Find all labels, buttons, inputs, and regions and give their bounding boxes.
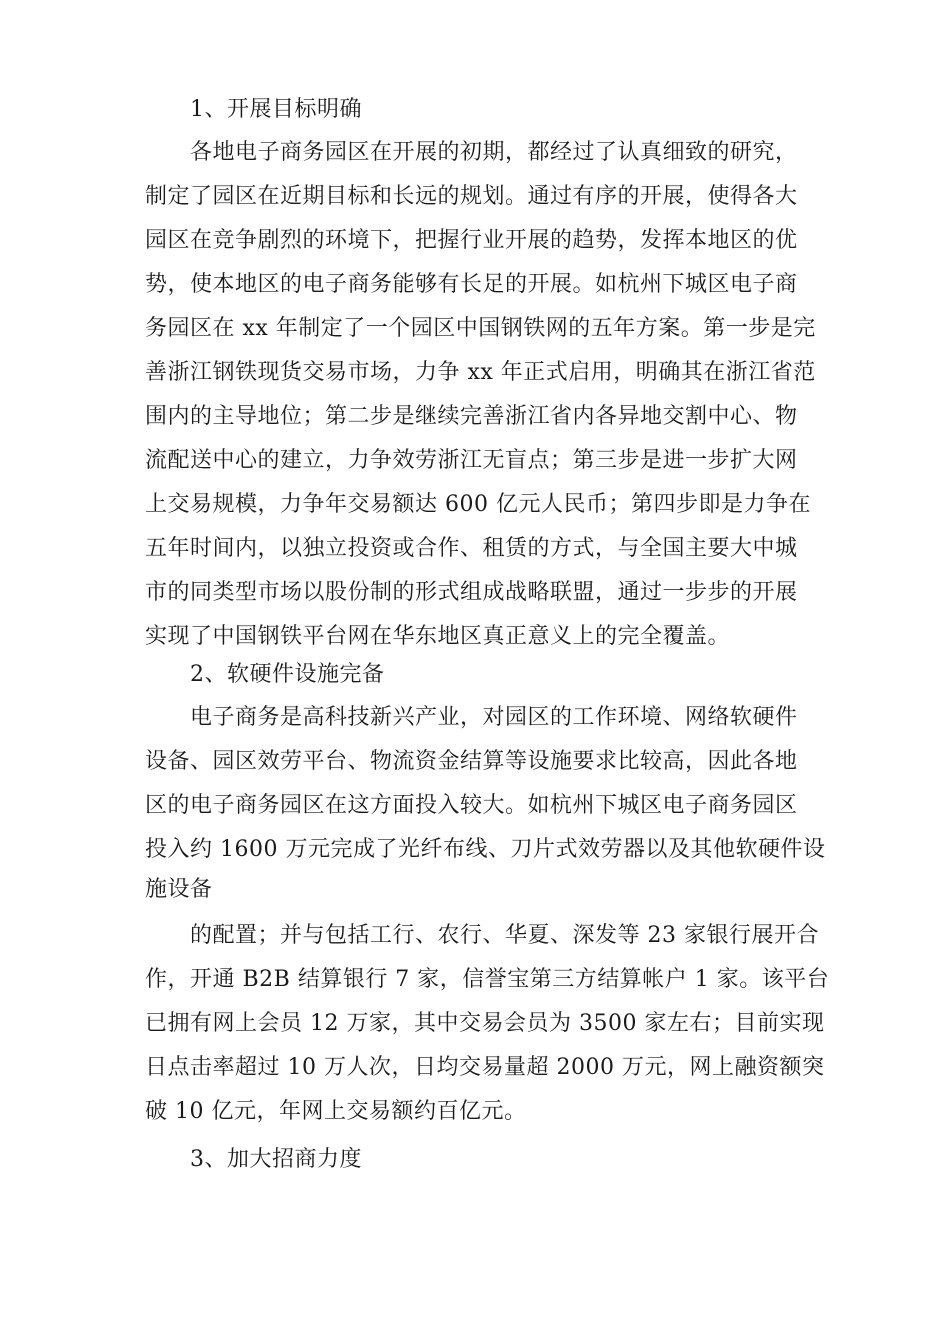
paragraph-line: 园区在竞争剧烈的环境下，把握行业开展的趋势，发挥本地区的优 xyxy=(145,228,798,253)
paragraph-line: 流配送中心的建立，力争效劳浙江无盲点；第三步是进一步扩大网 xyxy=(145,448,798,473)
paragraph-line: 务园区在 xx 年制定了一个园区中国钢铁网的五年方案。第一步是完 xyxy=(145,316,816,341)
section-heading-2: 2、软硬件设施完备 xyxy=(190,662,385,687)
paragraph-line: 日点击率超过 10 万人次，日均交易量超 2000 万元，网上融资额突 xyxy=(145,1055,825,1080)
paragraph-line: 区的电子商务园区在这方面投入较大。如杭州下城区电子商务园区 xyxy=(145,793,798,818)
paragraph-line: 围内的主导地位；第二步是继续完善浙江省内各异地交割中心、物 xyxy=(145,404,798,429)
paragraph-line: 设备、园区效劳平台、物流资金结算等设施要求比较高，因此各地 xyxy=(145,749,798,774)
paragraph-line: 五年时间内，以独立投资或合作、租赁的方式，与全国主要大中城 xyxy=(145,536,798,561)
paragraph-line: 的配置；并与包括工行、农行、华夏、深发等 23 家银行展开合 xyxy=(190,923,819,948)
paragraph-line: 作，开通 B2B 结算银行 7 家，信誉宝第三方结算帐户 1 家。该平台 xyxy=(145,967,830,992)
paragraph-line: 各地电子商务园区在开展的初期，都经过了认真细致的研究， xyxy=(190,140,798,165)
section-heading-3: 3、加大招商力度 xyxy=(190,1147,362,1172)
paragraph-line: 上交易规模，力争年交易额达 600 亿元人民币；第四步即是力争在 xyxy=(145,492,811,517)
paragraph-line: 市的同类型市场以股份制的形式组成战略联盟，通过一步步的开展 xyxy=(145,580,798,605)
paragraph-line: 破 10 亿元，年网上交易额约百亿元。 xyxy=(145,1099,527,1124)
paragraph-line: 电子商务是高科技新兴产业，对园区的工作环境、网络软硬件 xyxy=(190,705,798,730)
paragraph-line: 制定了园区在近期目标和长远的规划。通过有序的开展，使得各大 xyxy=(145,184,798,209)
paragraph-line: 施设备 xyxy=(145,877,213,902)
paragraph-line: 实现了中国钢铁平台网在华东地区真正意义上的完全覆盖。 xyxy=(145,624,731,649)
paragraph-line: 势，使本地区的电子商务能够有长足的开展。如杭州下城区电子商 xyxy=(145,272,798,297)
paragraph-line: 已拥有网上会员 12 万家，其中交易会员为 3500 家左右；目前实现 xyxy=(145,1011,825,1036)
section-heading-1: 1、开展目标明确 xyxy=(190,97,362,122)
paragraph-line: 善浙江钢铁现货交易市场，力争 xx 年正式启用，明确其在浙江省范 xyxy=(145,360,816,385)
paragraph-line: 投入约 1600 万元完成了光纤布线、刀片式效劳器以及其他软硬件设 xyxy=(145,837,826,862)
